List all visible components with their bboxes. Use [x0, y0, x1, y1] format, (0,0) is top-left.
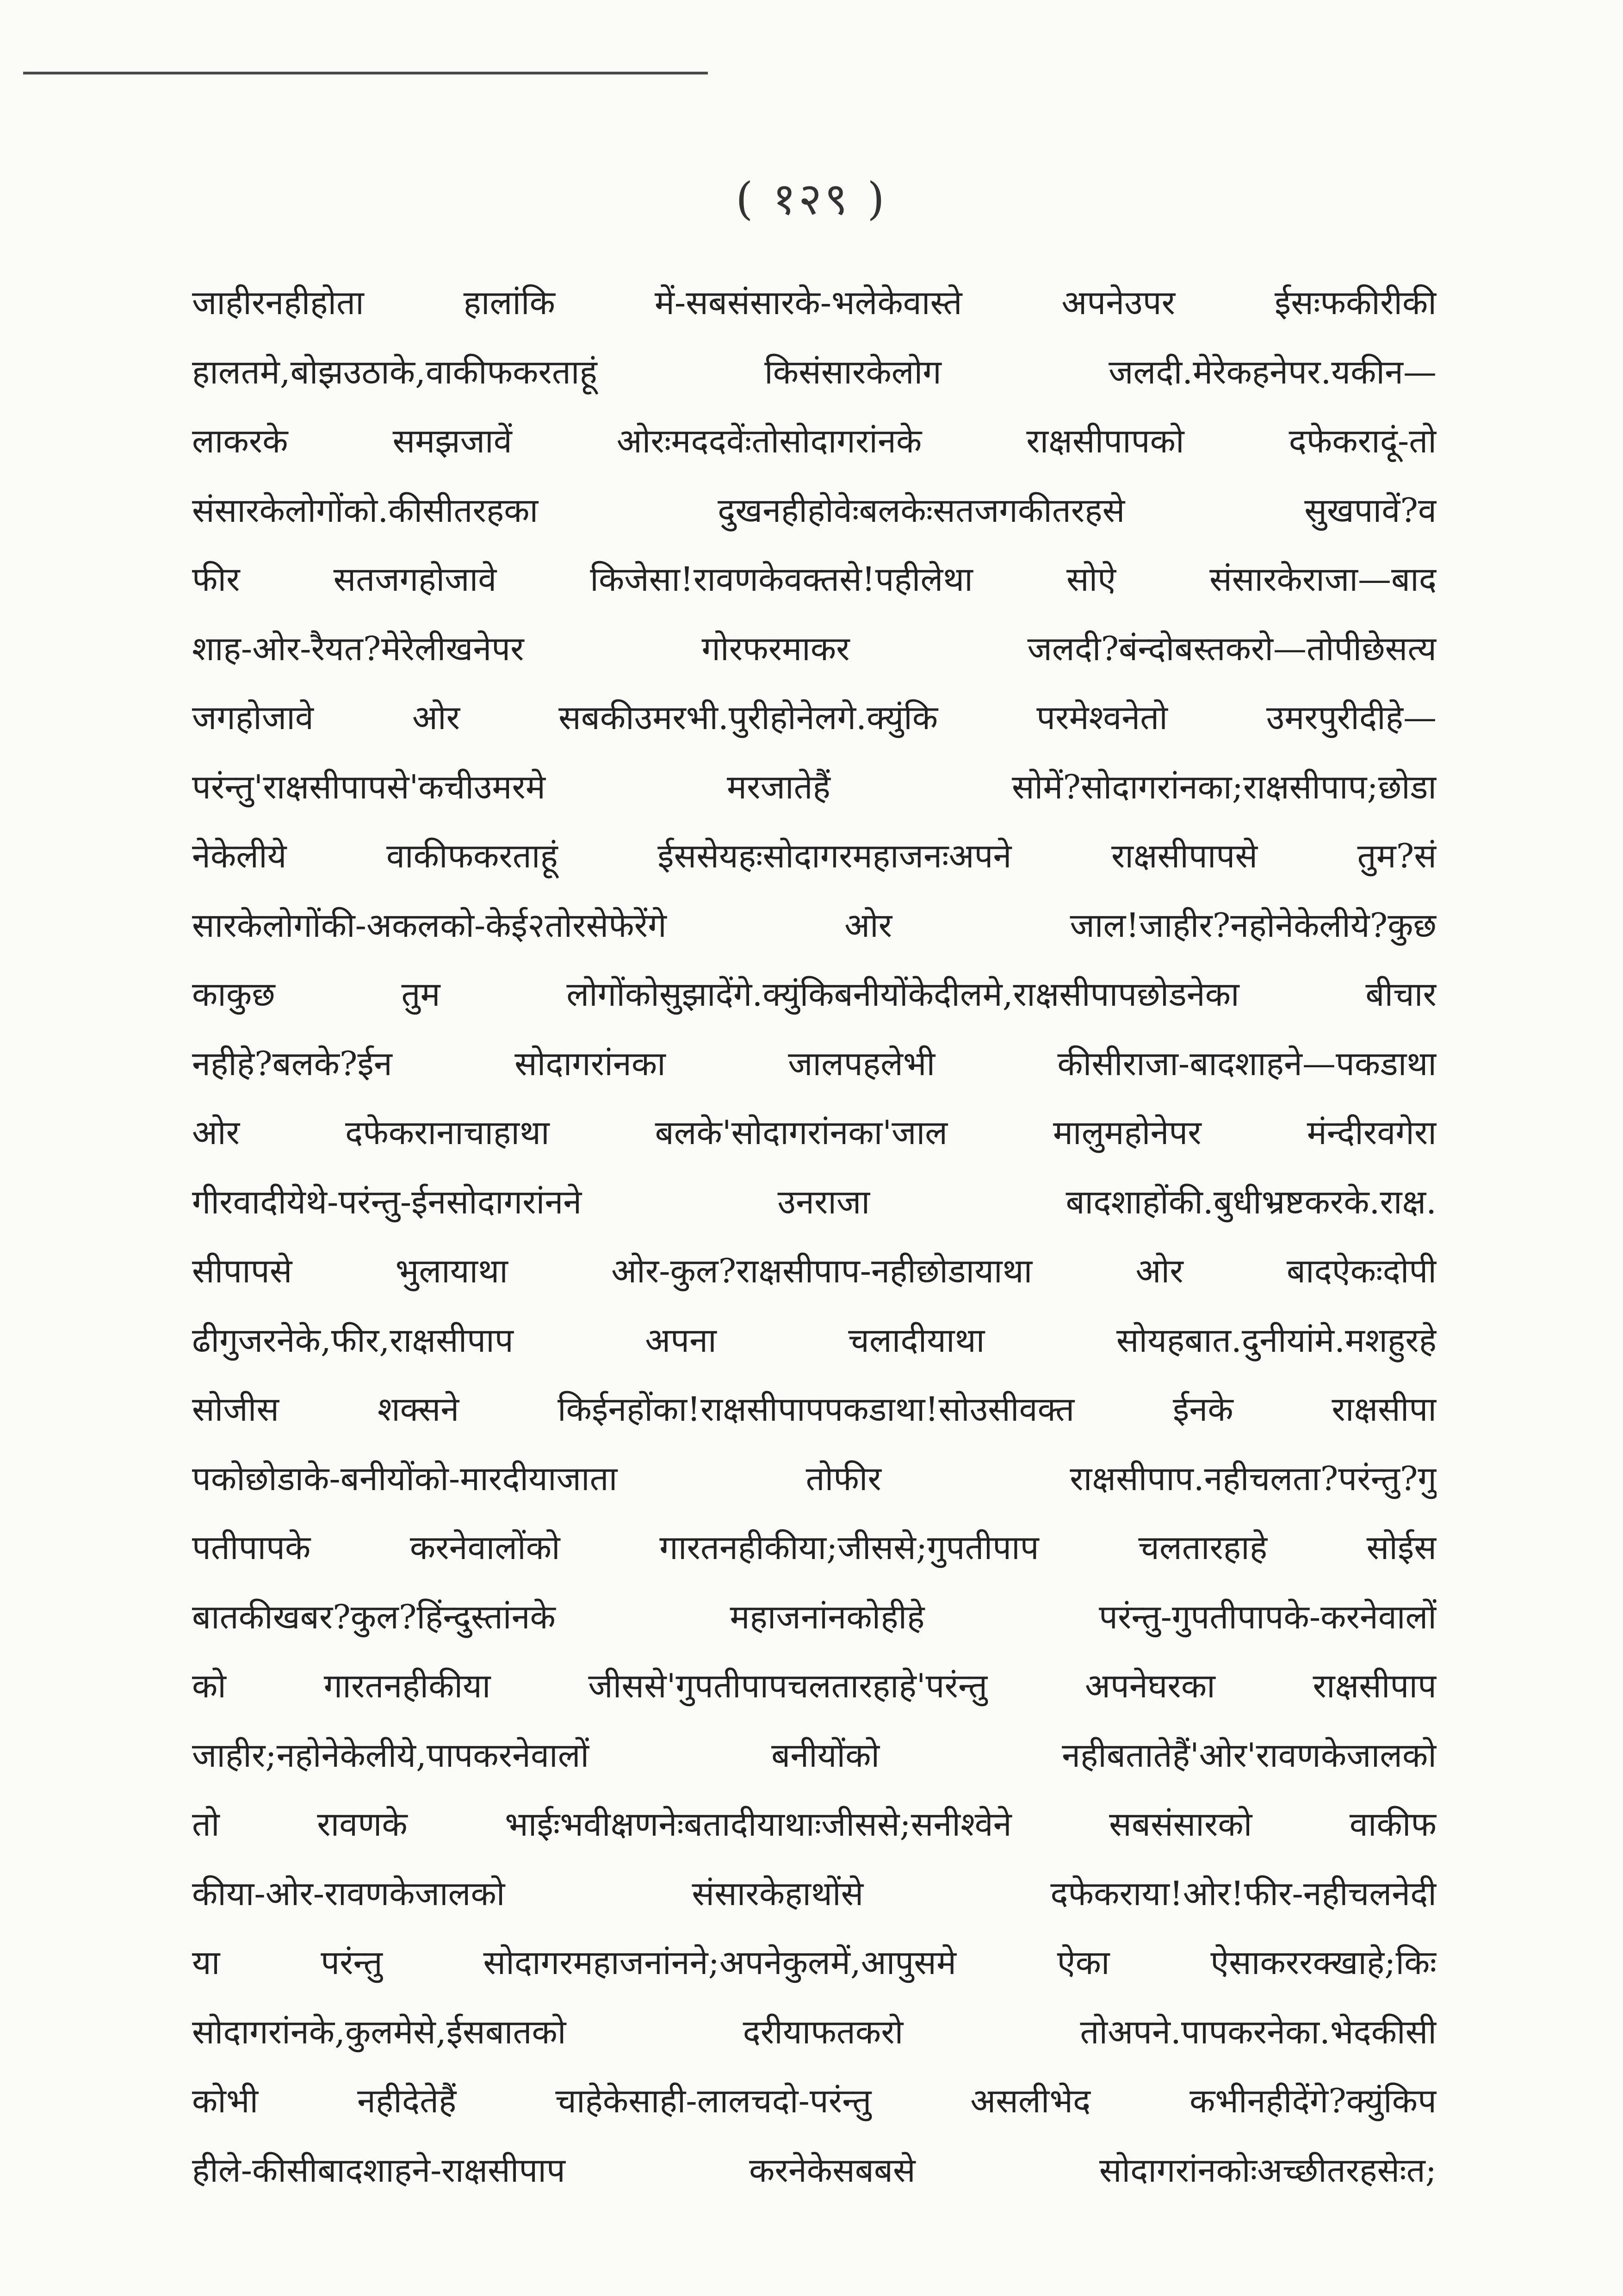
top-rule: [23, 72, 708, 74]
text-line: या परंन्तु सोदागरमहाजनांनने;अपनेकुलमें,आपुसमे ऐका ऐसाकररक्खाहे;किः: [192, 1943, 1437, 1982]
body-text: [192, 268, 1437, 2205]
text-line: फीर सतजगहोजावे किजेसा!रावणकेवक्तसे!पहीलेथा सोऐ संसारकेराजा—बाद: [192, 560, 1437, 599]
text-line: नहीहे?बलके?ईन सोदागरांनका जालपहलेभी कीसीराजा-बादशाहने—पकडाथा: [192, 1044, 1437, 1083]
text-line: हालतमे,बोझउठाके,वाकीफकरताहूं किसंसारकेलोग जलदी.मेरेकहनेपर.यकीन—: [192, 352, 1437, 391]
page-number: ( १२९ ): [736, 173, 887, 225]
text-line: कीया-ओर-रावणकेजालको संसारकेहाथोंसे दफेकराया!ओर!फीर-नहीचलनेदी: [192, 1874, 1437, 1913]
text-line: लाकरके समझजावें ओरःमददवेंःतोसोदागरांनके राक्षसीपापको दफेकरादूं-तो: [192, 421, 1437, 460]
text-line: शाह-ओर-रैयत?मेरेलीखनेपर गोरफरमाकर जलदी?बंन्दोबस्तकरो—तोपीछेसत्य: [192, 629, 1437, 668]
text-line: हीले-कीसीबादशाहने-राक्षसीपाप करनेकेसबबसे सोदागरांनकोःअच्छीतरहसेःत;: [192, 2150, 1437, 2190]
text-line: जाहीर;नहोनेकेलीये,पापकरनेवालों बनीयोंको नहीबतातेहैं'ओर'रावणकेजालको: [192, 1735, 1437, 1775]
text-line: परंन्तु'राक्षसीपापसे'कचीउमरमे मरजातेहैं सोमें?सोदागरांनका;राक्षसीपाप;छोडा: [192, 767, 1437, 806]
text-line: पकोछोडाके-बनीयोंको-मारदीयाजाता तोफीर राक्षसीपाप.नहीचलता?परंन्तु?गु: [192, 1459, 1437, 1498]
text-line: संसारकेलोगोंको.कीसीतरहका दुखनहीहोवेःबलकेःसतजगकीतरहसे सुखपावें?व: [192, 490, 1437, 530]
text-line: सोजीस शक्सने किईनहोंका!राक्षसीपापपकडाथा!सोउसीवक्त ईनके राक्षसीपा: [192, 1390, 1437, 1429]
text-line: ओर दफेकरानाचाहाथा बलके'सोदागरांनका'जाल मालुमहोनेपर मंन्दीरवगेरा: [192, 1113, 1437, 1152]
text-line: को गारतनहीकीया जीससे'गुपतीपापचलतारहाहे'परंन्तु अपनेघरका राक्षसीपाप: [192, 1666, 1437, 1705]
text-line: बातकीखबर?कुल?हिंन्दुस्तांनके महाजनांनकोहीहे परंन्तु-गुपतीपापके-करनेवालों: [192, 1597, 1437, 1636]
text-line: जगहोजावे ओर सबकीउमरभी.पुरीहोनेलगे.क्युंकि परमेश्वनेतो उमरपुरीदीहे—: [192, 698, 1437, 737]
text-line: काकुछ तुम लोगोंकोसुझादेंगे.क्युंकिबनीयोंकेदीलमे,राक्षसीपापछोडनेका बीचार: [192, 975, 1437, 1014]
text-line: सीपापसे भुलायाथा ओर-कुल?राक्षसीपाप-नहीछोडायाथा ओर बादऐकःदोपी: [192, 1251, 1437, 1290]
text-line: जाहीरनहीहोता हालांकि में-सबसंसारके-भलेकेवास्ते अपनेउपर ईसःफकीरीकी: [192, 283, 1437, 322]
text-line: गीरवादीयेथे-परंन्तु-ईनसोदागरांनने उनराजा बादशाहोंकी.बुधीभ्रष्टकरके.राक्ष.: [192, 1182, 1437, 1221]
text-line: ढीगुजरनेके,फीर,राक्षसीपाप अपना चलादीयाथा सोयहबात.दुनीयांमे.मशहुरहे: [192, 1320, 1437, 1360]
text-line: सारकेलोगोंकी-अकलको-केई२तोरसेफेरेंगे ओर जाल!जाहीर?नहोनेकेलीये?कुछ: [192, 905, 1437, 945]
text-line: पतीपापके करनेवालोंको गारतनहीकीया;जीससे;गुपतीपाप चलतारहाहे सोईस: [192, 1528, 1437, 1567]
text-line: नेकेलीये वाकीफकरताहूं ईससेयहःसोदागरमहाजनःअपने राक्षसीपापसे तुम?सं: [192, 836, 1437, 875]
text-line: सोदागरांनके,कुलमेसे,ईसबातको दरीयाफतकरो तोअपने.पापकरनेका.भेदकीसी: [192, 2012, 1437, 2051]
text-line: कोभी नहीदेतेहैं चाहेकेसाही-लालचदो-परंन्तु असलीभेद कभीनहीदेंगे?क्युंकिप: [192, 2081, 1437, 2120]
text-line: तो रावणके भाईःभवीक्षणनेःबतादीयाथाःजीससे;सनीश्वेने सबसंसारको वाकीफ: [192, 1805, 1437, 1844]
